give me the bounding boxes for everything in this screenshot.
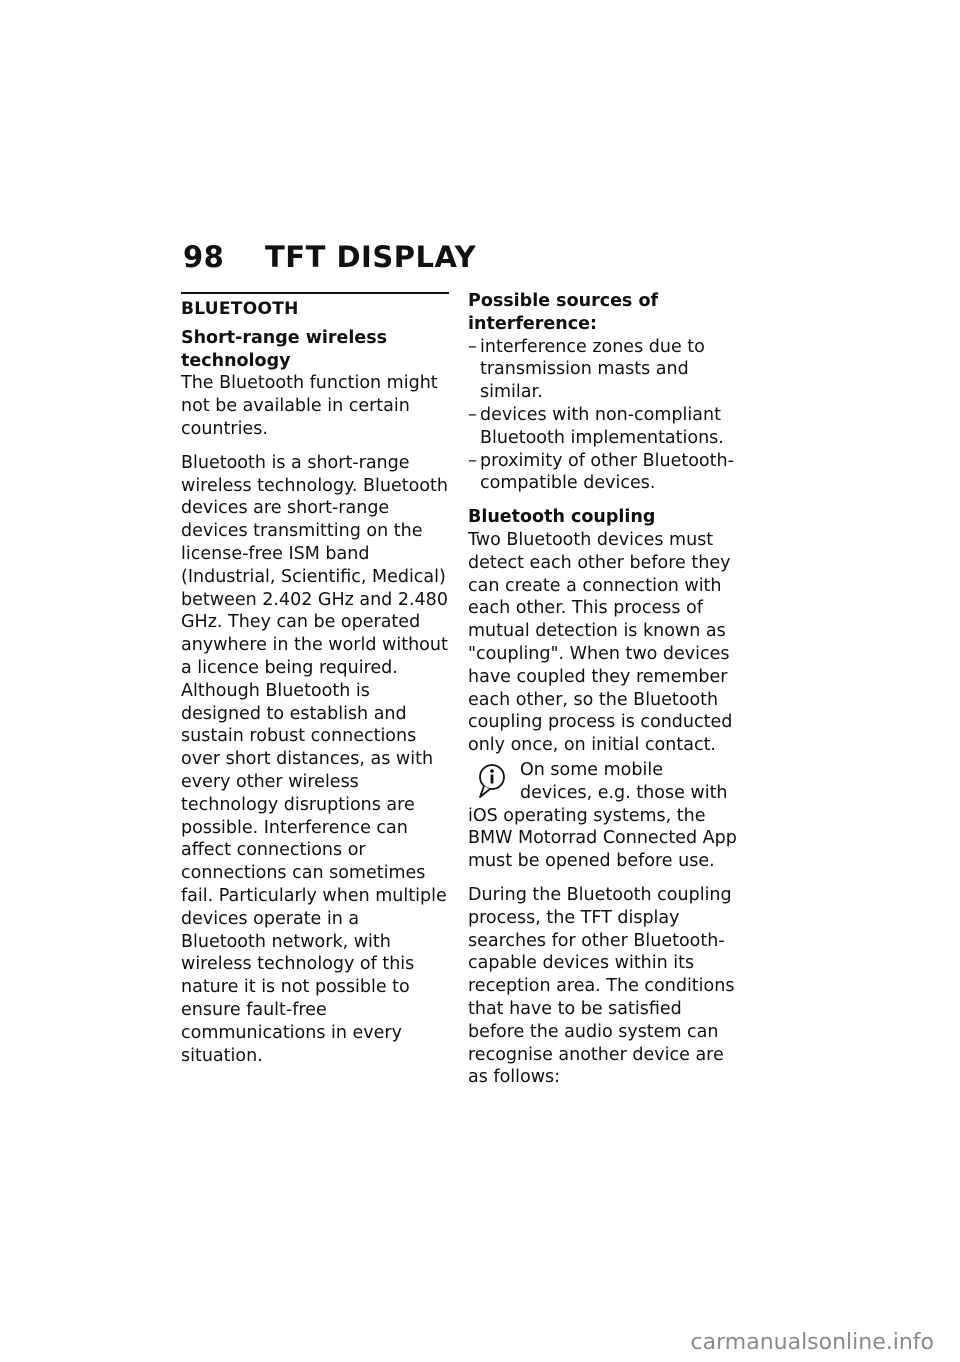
- note-text: On some mobile devices, e.g. those with iOS operating systems, the BMW Motorrad Connected App must be opened before use.: [468, 759, 737, 872]
- chapter-title: TFT DISPLAY: [265, 240, 477, 274]
- coupling-paragraph: Two Bluetooth devices must detect each other before they can create a connection with each other. This process of mutual detection is known as "coupling". When two devices have coupled they remember each other, so the Bluetooth coupling process is conducted only once, on initial contact.: [468, 529, 733, 756]
- info-note: [468, 759, 740, 873]
- left-column: [181, 292, 449, 1067]
- watermark: carmanualsonline.info: [690, 1330, 934, 1355]
- info-icon: [478, 761, 508, 799]
- subheading-short-range: Short-range wireless technology: [181, 327, 388, 371]
- list-item: – proximity of other Bluetooth-compatible devices.: [468, 450, 740, 496]
- coupling-heading: Bluetooth coupling: [468, 507, 656, 528]
- bluetooth-description-paragraph: Bluetooth is a short-range wireless technology. Bluetooth devices are short-range devices transmitting on the license-free ISM band (Industrial, Scientific, Medical) between 2.402 GHz and 2.480 GHz. They can be operated anywhere in the world without a licence being required.: [181, 452, 448, 678]
- list-item: – devices with non-compliant Bluetooth implementations.: [468, 404, 740, 450]
- coupling-process-paragraph: During the Bluetooth coupling process, the TFT display searches for other Bluetooth-capable devices within its reception area. The conditions that have to be satisfied before the audio system can recognise another device are as follows:: [468, 884, 735, 1088]
- section-title: BLUETOOTH: [181, 292, 449, 321]
- availability-paragraph: The Bluetooth function might not be available in certain countries.: [181, 373, 438, 439]
- interference-paragraph: Although Bluetooth is designed to establish and sustain robust connections over short distances, as with every other wireless technology disruptions are possible. Interference can affect connections or connections can sometimes fail. Particularly when multiple devices operate in a Bluetooth network, with wireless technology of this nature it is not possible to ensure fault-free communications in every situation.: [181, 680, 447, 1066]
- list-item: – interference zones due to transmission masts and similar.: [468, 336, 740, 404]
- interference-heading: Possible sources of interference:: [468, 291, 659, 334]
- page-header: [183, 240, 476, 274]
- right-column: [468, 290, 740, 1089]
- interference-list: [468, 336, 740, 496]
- page-number: 98: [183, 240, 225, 274]
